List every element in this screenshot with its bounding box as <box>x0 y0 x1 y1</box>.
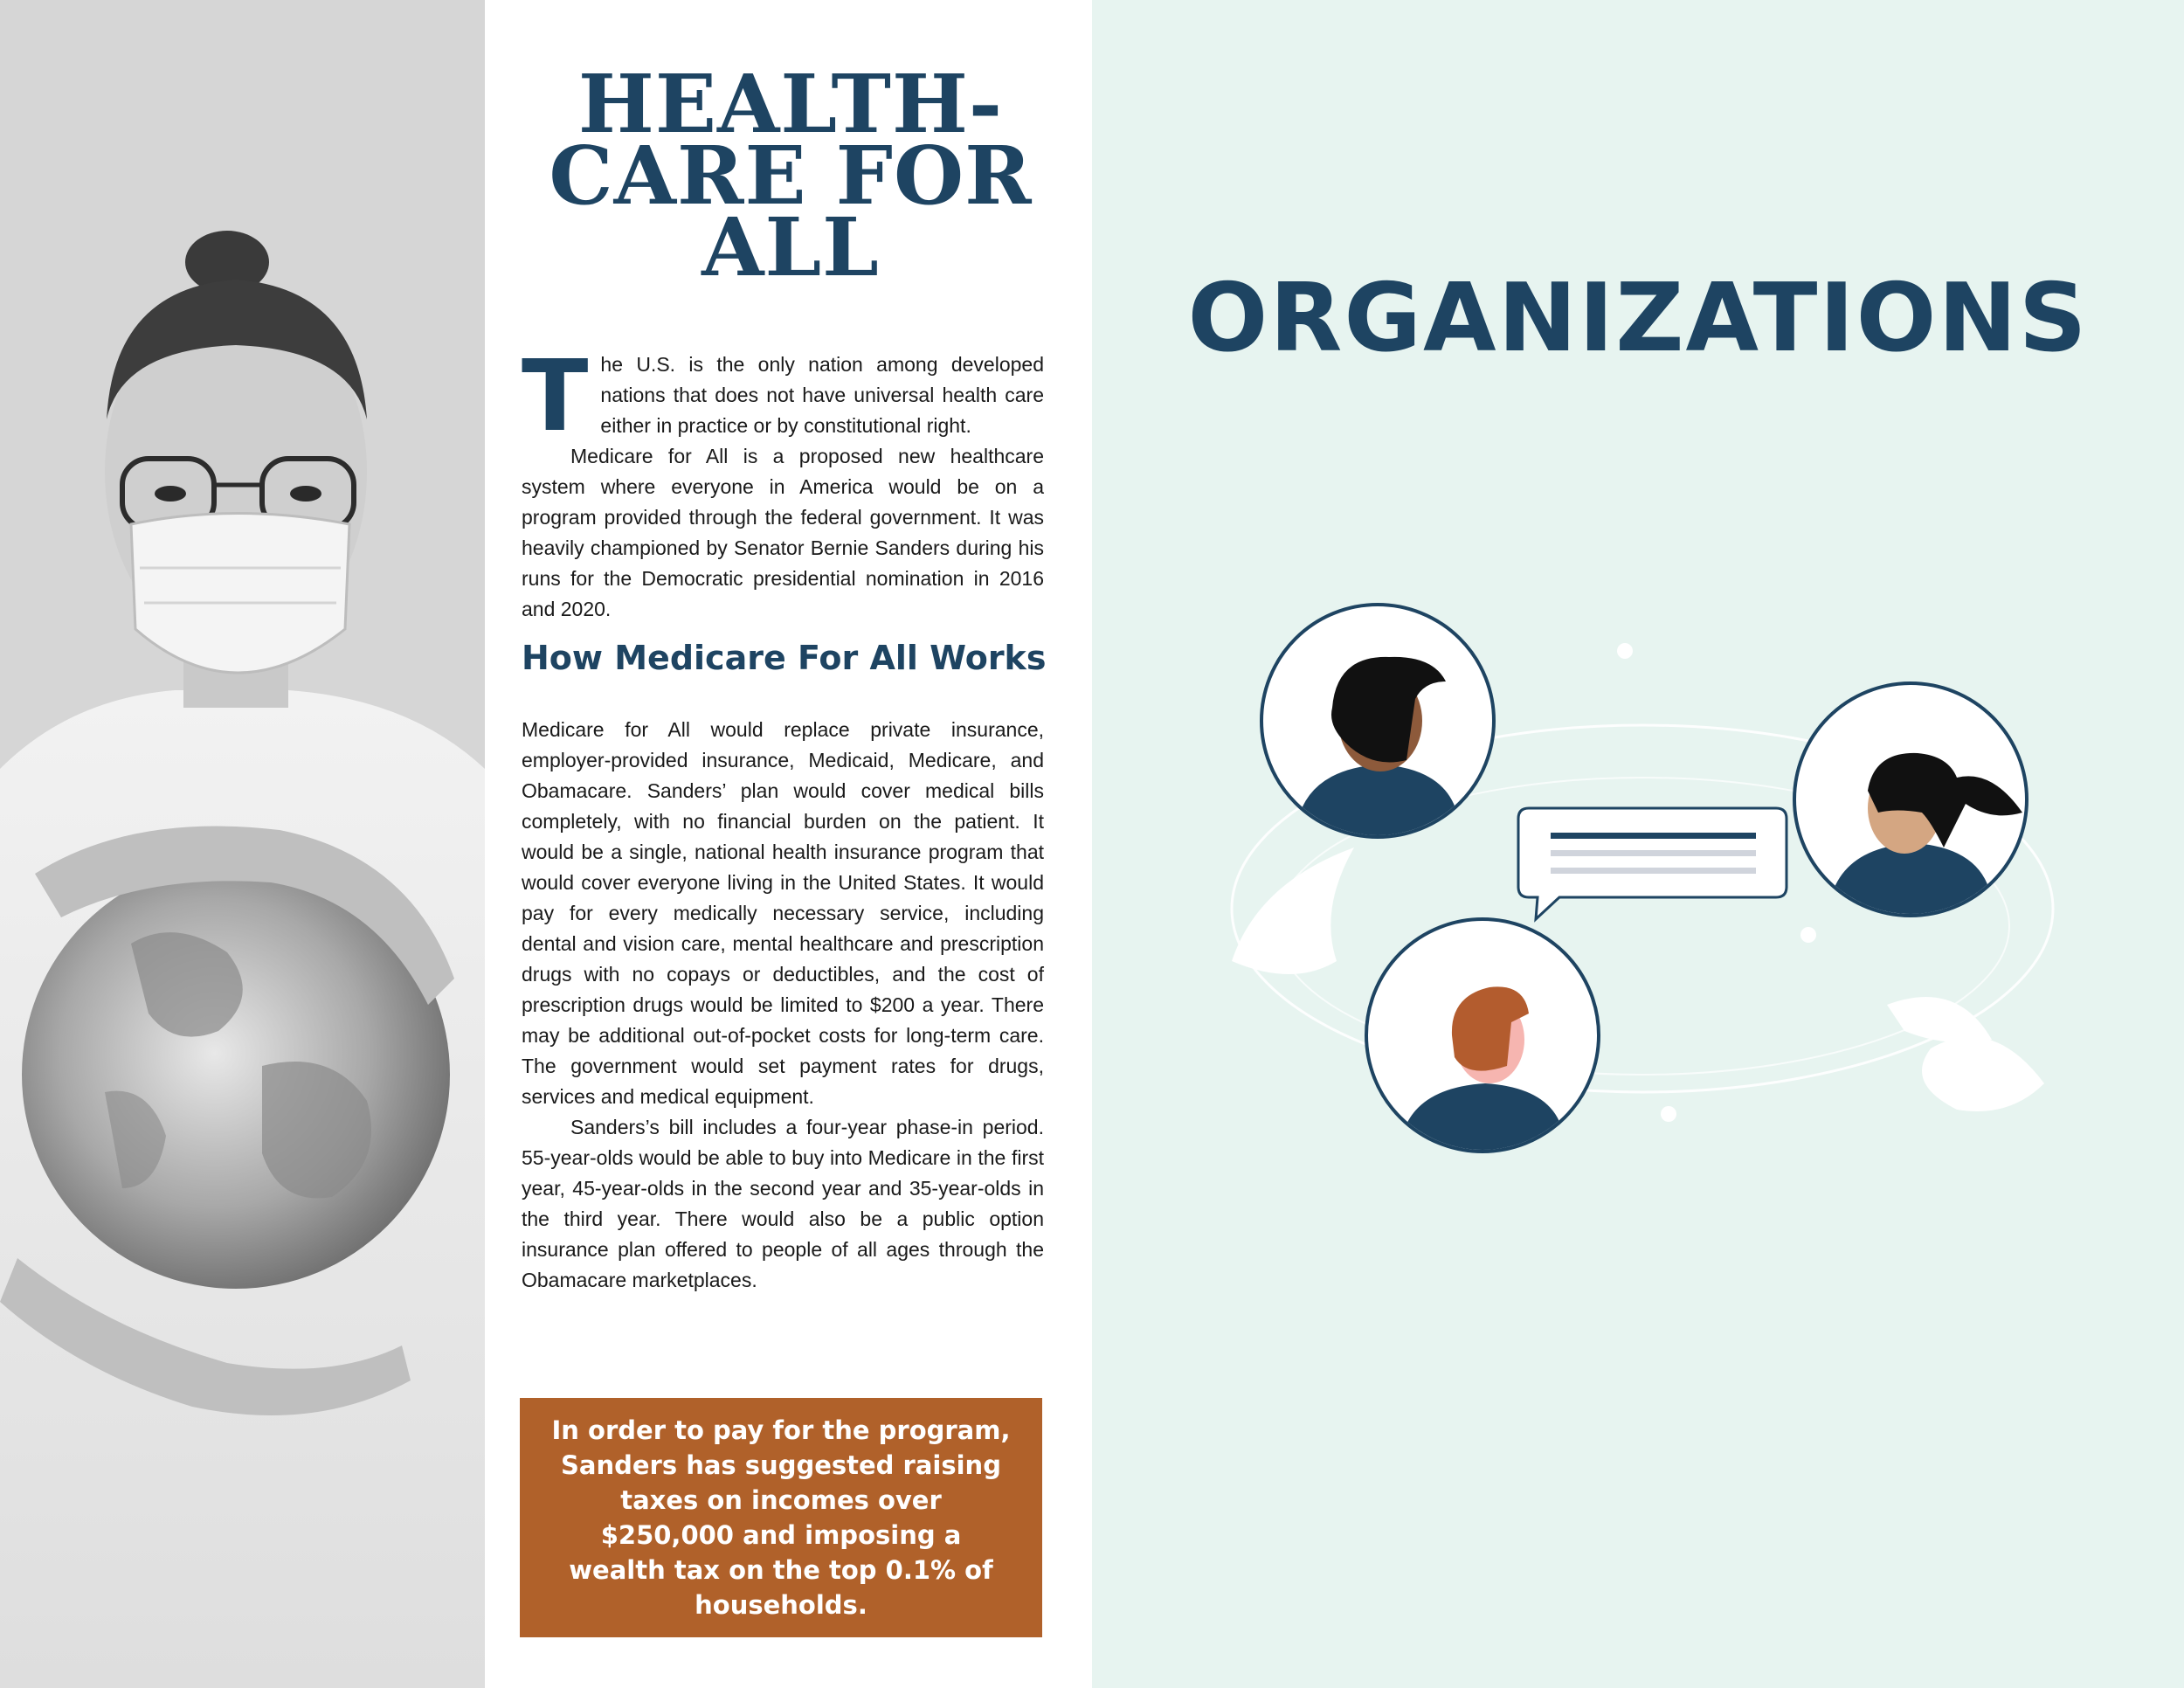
headline <box>520 57 1061 294</box>
drop-cap: T <box>522 340 589 453</box>
article-column <box>485 0 1092 1688</box>
works-paragraph-2: Sanders’s bill includes a four-year phase-in period. 55-year-olds would be able to buy into Medicare in the first year, 45-year-olds in the second year and 35-year-olds in the third year. There would also be a public option insurance plan offered to people of all ages through the Obamacare marketplaces. <box>522 1116 1044 1291</box>
works-text <box>522 715 1044 1296</box>
intro-paragraph-2: Medicare for All is a proposed new healthcare system where everyone in America would be on a program provided through the federal government. It was heavily championed by Senator Bernie Sanders during his runs for the Democratic presidential nomination in 2016 and 2020. <box>522 445 1044 620</box>
avatar-person-3 <box>1366 919 1599 1162</box>
intro-text <box>522 340 1044 625</box>
leaf-icon <box>1232 847 1354 974</box>
section-heading: How Medicare For All Works <box>522 639 1047 677</box>
headline-line-2: CARE FOR <box>549 128 1033 223</box>
avatar-person-2 <box>1794 683 2027 926</box>
callout-box <box>520 1398 1042 1637</box>
cover-photo <box>0 0 485 1688</box>
right-panel <box>1092 0 2184 1688</box>
leaf-icon <box>1922 1037 2044 1111</box>
callout-text: In order to pay for the program, Sanders has suggested raising taxes on incomes over $250,000 and imposing a wealth tax on the top 0.1% of households. <box>551 1415 1011 1620</box>
section-title: ORGANIZATIONS <box>1187 264 2089 373</box>
chat-bubble-icon <box>1518 808 1787 919</box>
masked-person-holding-globe-photo <box>0 0 485 1688</box>
intro-paragraph-1: he U.S. is the only nation among developed nations that does not have universal health care either in practice or by constitutional right. <box>600 353 1044 437</box>
headline-line-1: HEALTH- <box>577 57 1004 151</box>
people-chat-network-illustration <box>1206 594 2079 1188</box>
works-paragraph-1: Medicare for All would replace private insurance, employer-provided insurance, Medicaid, Medicare, and Obamacare. Sanders’ plan would cover medical bills completely, with no financial burden on the patient. It would be a single, national health insurance program that would cover everyone living in the United States. It would pay for every medically necessary service, including dental and vision care, mental healthcare and prescription drugs with no copays or deductibles, and the cost of prescription drugs would be limited to $200 a year. There may be additional out-of-pocket costs for long-term care. The government would set payment rates for drugs, services and medical equipment. <box>522 718 1044 1108</box>
headline-line-3: ALL <box>702 200 880 294</box>
